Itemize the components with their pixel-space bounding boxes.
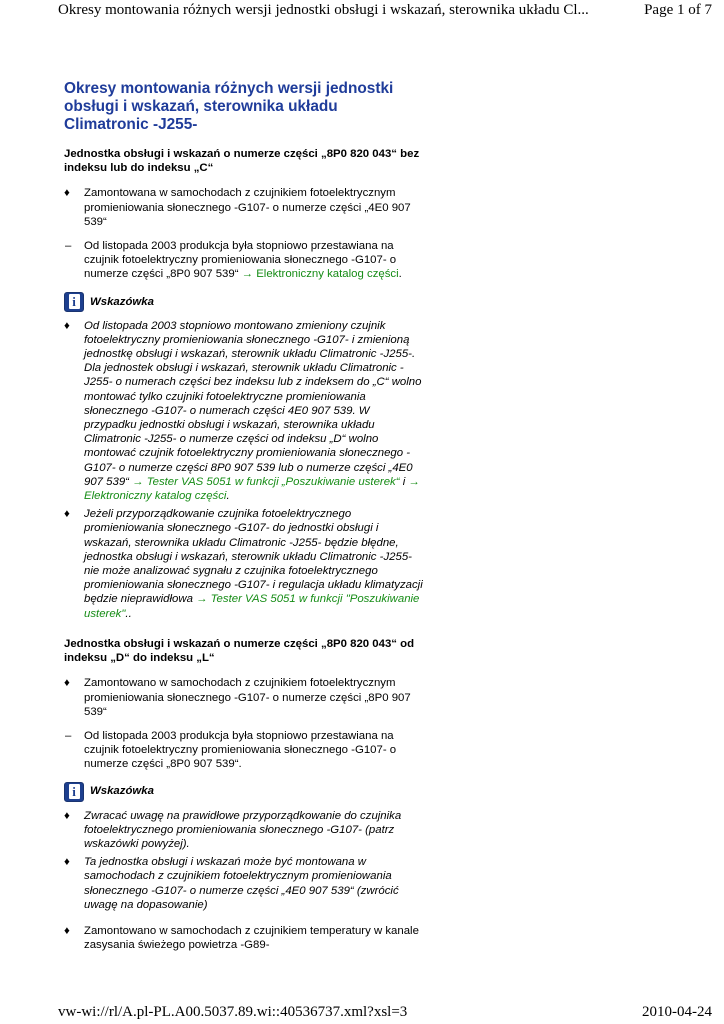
note-block-1 <box>64 292 424 621</box>
print-footer <box>58 1004 712 1021</box>
dash-bullet-icon: – <box>65 729 72 742</box>
vas-tester-link[interactable]: → Tester VAS 5051 w funkcji "Poszukiwanie usterek" <box>84 593 420 620</box>
list-item-text: Zamontowano w samochodach z czujnikiem temperatury w kanale zasysania świeżego powietrza -G89- <box>84 924 419 952</box>
list-item <box>64 186 424 229</box>
spacer <box>64 625 424 637</box>
diamond-bullet-icon: ♦ <box>64 508 70 521</box>
print-header <box>58 2 712 19</box>
vas-tester-link[interactable]: → Tester VAS 5051 w funkcji „Poszukiwanie usterek“ <box>132 475 400 488</box>
note-header <box>64 292 424 312</box>
note-item <box>64 809 424 852</box>
note-item-text: Jeżeli przyporządkowanie czujnika fotoelektrycznego promieniowania słonecznego -G107- do jednostki obsługi i wskazań, sterownika układu Climatronic -J255- będzie błędne, jednostka obsługi i wskazań, sterownik układu Climatronic -J255- nie może analizować sygnału z czujnika fotoelektrycznego promieniowania słonecznego -G107- i regulacja układu klimatyzacji będzie nieprawidłowa <box>84 508 423 606</box>
note-label: Wskazówka <box>90 295 154 308</box>
note-item <box>64 855 424 912</box>
note-item <box>64 507 424 621</box>
dash-bullet-icon: – <box>65 240 72 253</box>
print-header-page: Page 1 of 7 <box>644 2 712 18</box>
diamond-bullet-icon: ♦ <box>64 924 70 937</box>
list-item <box>64 729 424 772</box>
electronic-catalog-link[interactable]: → Elektroniczny katalog części <box>241 268 399 281</box>
list-item-text: Od listopada 2003 produkcja była stopniowo przestawiana na czujnik fotoelektryczny promieniowania słonecznego -G107- o numerze części „8P0 907 539“ <box>84 240 397 281</box>
section-title-1: Jednostka obsługi i wskazań o numerze części „8P0 820 043“ bez indeksu lub do indeksu „C“ <box>64 148 420 175</box>
note-item-text: Od listopada 2003 stopniowo montowano zmieniony czujnik fotoelektryczny promieniowania słonecznego -G107- i zmienioną jednostkę obsługi i wskazań, sterownik układu Climatronic -J255-. Dla jednostek obsługi i wskazań, sterownik układu Climatronic -J255- o numerach części bez indeksu lub z indeksem do „C“ wolno montować tylko czujniki fotoelektryczne promieniowania słonecznego -G107- o numerach części 4E0 907 539. W przypadku jednostki obsługi i wskazań, sterownika układu Climatronic -J255- o numerze części od indeksu „D“ wolno montować czujnik fotoelektryczny promieniowania słonecznego -G107- o numerze części 8P0 907 539 lub o numerze części „4E0 907 539“ <box>84 319 422 488</box>
document-body <box>64 80 424 962</box>
list-item <box>64 924 424 952</box>
print-footer-date: 2010-04-24 <box>642 1004 712 1020</box>
diamond-bullet-icon: ♦ <box>64 187 70 200</box>
section-title-2: Jednostka obsługi i wskazań o numerze części „8P0 820 043“ od indeksu „D“ do indeksu „L“ <box>64 637 415 665</box>
note-header <box>64 782 424 802</box>
note-item-text: Zwracać uwagę na prawidłowe przyporządkowanie do czujnika fotoelektrycznego promieniowania słonecznego -G107- (patrz wskazówki powyżej). <box>84 809 402 850</box>
note-item-text: Ta jednostka obsługi i wskazań może być montowana w samochodach z czujnikiem fotoelektrycznym promieniowania słonecznego -G107- o numerze części „4E0 907 539“ (zwrócić uwagę na dopasowanie) <box>84 856 399 911</box>
info-icon <box>64 782 84 802</box>
list-item-text: Zamontowano w samochodach z czujnikiem fotoelektrycznym promieniowania słonecznego -G107- o numerze części „8P0 907 539“ <box>84 677 411 718</box>
note-label: Wskazówka <box>90 785 154 798</box>
print-footer-url: vw-wi://rl/A.pl-PL.A00.5037.89.wi::40536737.xml?xsl=3 <box>58 1004 408 1020</box>
list-item-text: Zamontowana w samochodach z czujnikiem fotoelektrycznym promieniowania słonecznego -G107- o numerze części „4E0 907 539“ <box>84 187 411 228</box>
diamond-bullet-icon: ♦ <box>64 319 70 332</box>
diamond-bullet-icon: ♦ <box>64 809 70 822</box>
note-item-text-end: .. <box>125 607 132 620</box>
list-item <box>64 239 424 282</box>
note-block-2 <box>64 782 424 912</box>
electronic-catalog-link[interactable]: → Elektroniczny katalog części <box>84 475 420 503</box>
info-icon-letter: i <box>69 294 80 309</box>
info-icon-letter: i <box>69 784 80 799</box>
list-item-text-end: . <box>398 268 402 281</box>
note-item-text-mid: i <box>399 475 409 488</box>
document-title: Okresy montowania różnych wersji jednostki obsługi i wskazań, sterownika układu Climatronic -J255- <box>64 80 394 133</box>
list-item <box>64 676 424 719</box>
info-icon <box>64 292 84 312</box>
note-item-text-end: . <box>226 490 230 503</box>
spacer <box>64 916 424 924</box>
print-header-title: Okresy montowania różnych wersji jednostki obsługi i wskazań, sterownika układu Cl... <box>58 2 589 18</box>
note-item <box>64 319 424 504</box>
diamond-bullet-icon: ♦ <box>64 856 70 869</box>
list-item-text: Od listopada 2003 produkcja była stopniowo przestawiana na czujnik fotoelektryczny promieniowania słonecznego -G107- o numerze części „8P0 907 539“. <box>84 729 397 771</box>
diamond-bullet-icon: ♦ <box>64 677 70 690</box>
